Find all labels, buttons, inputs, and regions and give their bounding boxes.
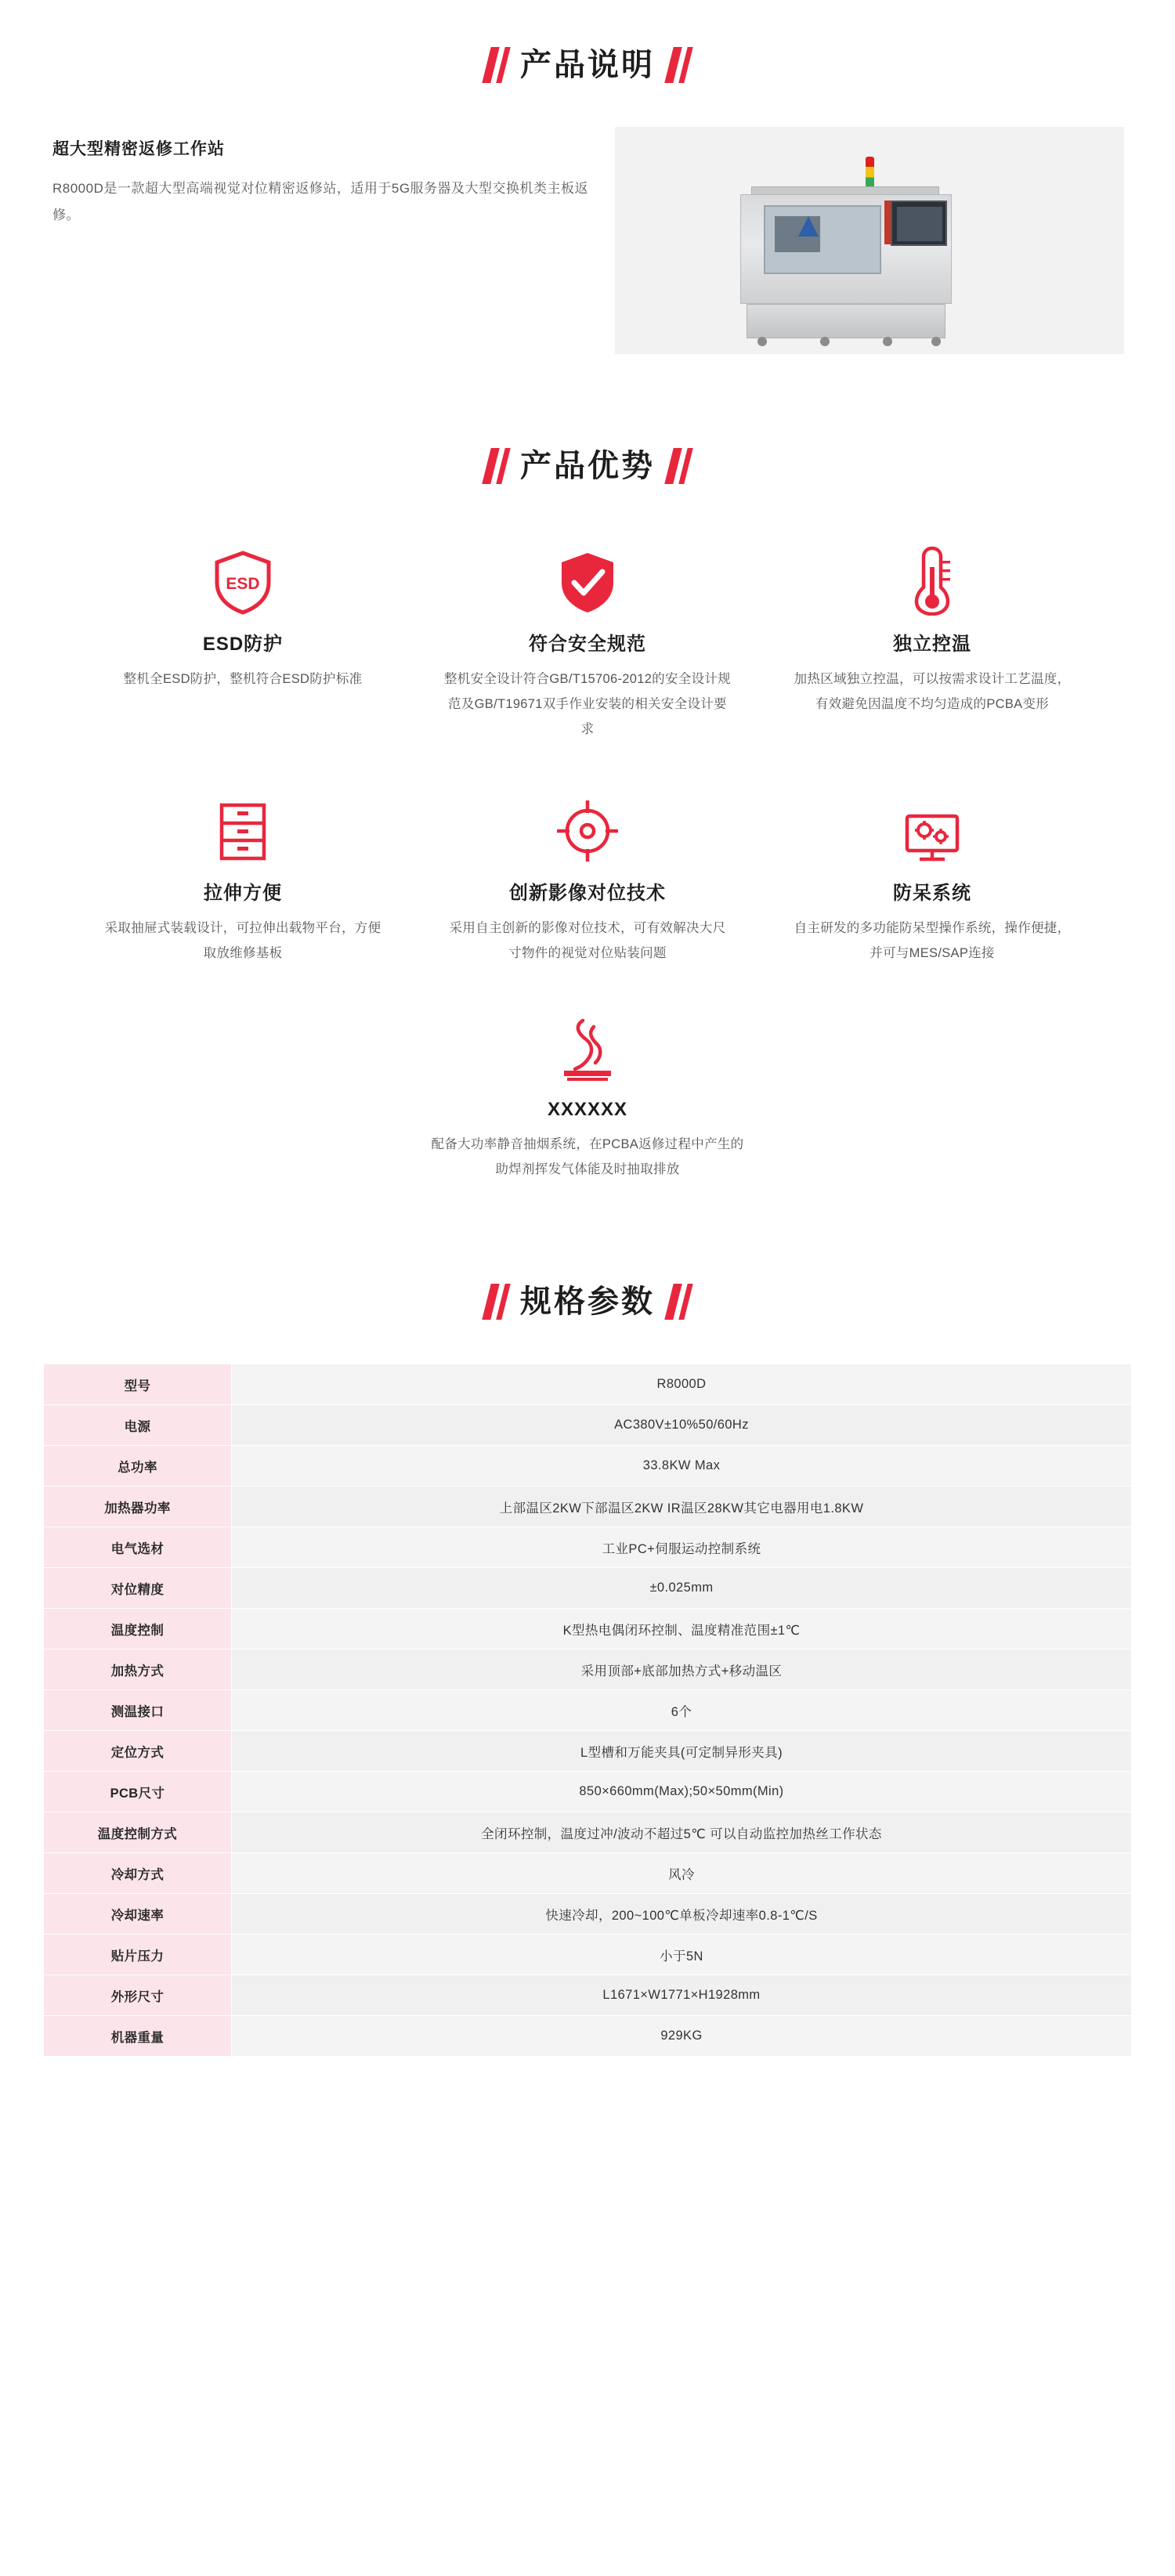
section-heading-spec bbox=[0, 1284, 1175, 1320]
advantages-grid bbox=[70, 540, 1104, 966]
advantage-desc: 采取抽屉式装载设计，可拉伸出载物平台，方便取放维修基板 bbox=[104, 920, 381, 960]
specification-table bbox=[43, 1364, 1132, 2057]
table-row bbox=[44, 1446, 1132, 1487]
spec-value: L型槽和万能夹具(可定制异形夹具) bbox=[232, 1731, 1132, 1772]
advantage-extra-row bbox=[70, 1011, 1104, 1182]
table-row bbox=[44, 1935, 1132, 1975]
spec-key: 总功率 bbox=[44, 1446, 232, 1487]
spec-value: 850×660mm(Max);50×50mm(Min) bbox=[232, 1772, 1132, 1812]
table-row bbox=[44, 1731, 1132, 1772]
spec-value: 6个 bbox=[232, 1690, 1132, 1731]
spec-value: 风冷 bbox=[232, 1853, 1132, 1894]
spec-value: AC380V±10%50/60Hz bbox=[232, 1405, 1132, 1446]
spec-value: 上部温区2KW下部温区2KW IR温区28KW其它电器用电1.8KW bbox=[232, 1487, 1132, 1527]
spec-key: 电源 bbox=[44, 1405, 232, 1446]
advantage-desc: 加热区域独立控温，可以按需求设计工艺温度，有效避免因温度不均匀造成的PCBA变形 bbox=[794, 672, 1071, 712]
spec-key: PCB尺寸 bbox=[44, 1772, 232, 1812]
section-heading-advantages bbox=[0, 448, 1175, 484]
spec-value: 33.8KW Max bbox=[232, 1446, 1132, 1487]
advantage-desc: 自主研发的多功能防呆型操作系统，操作便捷，并可与MES/SAP连接 bbox=[794, 920, 1071, 960]
spec-key: 定位方式 bbox=[44, 1731, 232, 1772]
spec-title: 规格参数 bbox=[520, 1284, 655, 1320]
slash-decoration-left-icon bbox=[486, 448, 506, 484]
table-row bbox=[44, 1609, 1132, 1649]
table-row bbox=[44, 1853, 1132, 1894]
advantage-title: 独立控温 bbox=[893, 634, 971, 655]
spec-key: 机器重量 bbox=[44, 2016, 232, 2057]
advantage-title: 拉伸方便 bbox=[204, 882, 282, 904]
spec-value: 快速冷却，200~100℃单板冷却速率0.8-1℃/S bbox=[232, 1894, 1132, 1935]
slash-decoration-right-icon bbox=[669, 1284, 689, 1320]
table-row bbox=[44, 1405, 1132, 1446]
advantage-title: 创新影像对位技术 bbox=[509, 882, 666, 904]
advantage-item bbox=[760, 789, 1104, 966]
advantage-item bbox=[415, 540, 760, 742]
spec-key: 加热器功率 bbox=[44, 1487, 232, 1527]
spec-key: 型号 bbox=[44, 1364, 232, 1405]
spec-key: 对位精度 bbox=[44, 1568, 232, 1609]
signal-tower-icon bbox=[866, 157, 874, 188]
table-row bbox=[44, 1364, 1132, 1405]
spec-key: 温度控制方式 bbox=[44, 1812, 232, 1853]
advantage-item bbox=[70, 789, 415, 966]
monitor-gear-icon bbox=[896, 789, 968, 865]
page-title: 产品说明 bbox=[520, 48, 655, 82]
section-heading-product-desc bbox=[0, 47, 1175, 83]
drawer-icon bbox=[212, 789, 273, 865]
spec-value: K型热电偶闭环控制、温度精准范围±1℃ bbox=[232, 1609, 1132, 1649]
machine-monitor bbox=[891, 201, 947, 246]
slash-decoration-left-icon bbox=[486, 1284, 506, 1320]
table-row bbox=[44, 1649, 1132, 1690]
advantage-desc: 整机全ESD防护，整机符合ESD防护标准 bbox=[123, 672, 363, 686]
spec-key: 测温接口 bbox=[44, 1690, 232, 1731]
esd-shield-icon bbox=[214, 540, 272, 616]
table-row bbox=[44, 1772, 1132, 1812]
spec-value: 采用顶部+底部加热方式+移动温区 bbox=[232, 1649, 1132, 1690]
advantage-title: 防呆系统 bbox=[893, 882, 971, 904]
slash-decoration-right-icon bbox=[669, 47, 689, 83]
spec-value: 工业PC+伺服运动控制系统 bbox=[232, 1527, 1132, 1568]
advantage-desc: 采用自主创新的影像对位技术，可有效解决大尺寸物件的视觉对位贴装问题 bbox=[449, 920, 726, 960]
spec-key: 温度控制 bbox=[44, 1609, 232, 1649]
advantage-title: ESD防护 bbox=[202, 634, 284, 655]
product-text bbox=[43, 127, 591, 229]
advantage-title: 符合安全规范 bbox=[529, 634, 646, 655]
slash-decoration-right-icon bbox=[669, 448, 689, 484]
thermometer-icon bbox=[910, 540, 954, 616]
spec-value: R8000D bbox=[232, 1364, 1132, 1405]
check-shield-icon bbox=[559, 540, 616, 616]
advantage-item bbox=[70, 540, 415, 742]
table-row bbox=[44, 1894, 1132, 1935]
spec-value: 929KG bbox=[232, 2016, 1132, 2057]
table-row bbox=[44, 2016, 1132, 2057]
table-row bbox=[44, 1975, 1132, 2016]
target-camera-icon bbox=[554, 789, 621, 865]
spec-key: 冷却方式 bbox=[44, 1853, 232, 1894]
table-row bbox=[44, 1527, 1132, 1568]
spec-key: 贴片压力 bbox=[44, 1935, 232, 1975]
advantage-item bbox=[760, 540, 1104, 742]
svg-text:ESD: ESD bbox=[226, 575, 260, 593]
advantage-item bbox=[415, 789, 760, 966]
spec-key: 电气选材 bbox=[44, 1527, 232, 1568]
spec-key: 加热方式 bbox=[44, 1649, 232, 1690]
slash-decoration-left-icon bbox=[486, 47, 506, 83]
spec-key: 冷却速率 bbox=[44, 1894, 232, 1935]
spec-key: 外形尺寸 bbox=[44, 1975, 232, 2016]
product-description-block bbox=[43, 127, 1132, 354]
smoke-extraction-icon bbox=[556, 1011, 619, 1086]
table-row bbox=[44, 1568, 1132, 1609]
table-row bbox=[44, 1690, 1132, 1731]
product-photo bbox=[615, 127, 1124, 354]
spec-value: 小于5N bbox=[232, 1935, 1132, 1975]
advantage-desc: 配备大功率静音抽烟系统，在PCBA返修过程中产生的助焊剂挥发气体能及时抽取排放 bbox=[431, 1136, 744, 1177]
table-row bbox=[44, 1812, 1132, 1853]
advantage-desc: 整机安全设计符合GB/T15706-2012的安全设计规范及GB/T19671双手作业安装的相关安全设计要求 bbox=[444, 672, 731, 737]
advantage-title: XXXXXX bbox=[547, 1098, 628, 1120]
spec-value: 全闭环控制，温度过冲/波动不超过5℃ 可以自动监控加热丝工作状态 bbox=[232, 1812, 1132, 1853]
product-description: R8000D是一款超大型高端视觉对位精密返修站，适用于5G服务器及大型交换机类主板返修。 bbox=[52, 181, 589, 222]
spec-value: ±0.025mm bbox=[232, 1568, 1132, 1609]
product-name: 超大型精密返修工作站 bbox=[52, 140, 225, 158]
spec-value: L1671×W1771×H1928mm bbox=[232, 1975, 1132, 2016]
advantage-item bbox=[415, 1011, 760, 1182]
rework-station-illustration bbox=[723, 154, 982, 334]
advantages-title: 产品优势 bbox=[520, 449, 655, 483]
table-row bbox=[44, 1487, 1132, 1527]
